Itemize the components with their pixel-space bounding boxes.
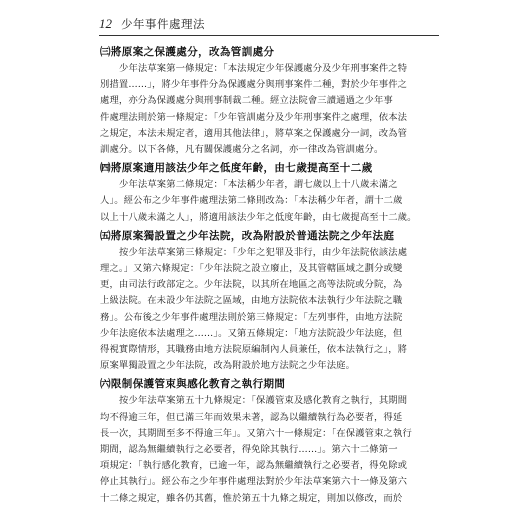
text-line: 件處理法則於第一條規定：「少年管訓處分及少年刑事案件之處理，依本法 xyxy=(100,111,408,123)
text-line: 人」。經公布之少年事件處理法第二條則改為：「本法稱少年者，謂十二歲 xyxy=(100,195,403,207)
text-line: 別措置……」，將少年事件分為保護處分與刑事案件二種，對於少年事件之 xyxy=(100,79,408,91)
text-line: 均不得逾三年，但已滿三年而效果未著，認為以繼續執行為必要者，得延 xyxy=(100,411,403,423)
text-line: 原案單獨設置之少年法院，改為附設於地方法院之少年法庭。 xyxy=(100,360,356,372)
text-line: 少年法草案第一條規定：「本法規定少年保護處分及少年刑事案件之特 xyxy=(119,63,408,74)
text-line: 按少年法草案第三條規定：「少年之犯罪及非行，由少年法院依該法處 xyxy=(119,246,408,258)
section xyxy=(100,44,430,158)
section xyxy=(100,376,430,506)
text-line: 務」。公布後之少年事件處理法則於第三條規定：「左列事件，由地方法院 xyxy=(100,311,403,323)
text-line: 處理，亦分為保護處分與刑事制裁二種。經立法院會三讀通過之少年事 xyxy=(100,95,393,107)
text-line: 之規定，本法未規定者，適用其他法律」，將草案之保護處分一詞，改為管 xyxy=(100,127,408,139)
text-line: 少年法庭依本法處理之……」。又第五條規定：「地方法院設少年法庭，但 xyxy=(100,327,403,339)
section-heading: ㈣將原案適用該法少年之低度年齡，由七歲提高至十二歲 xyxy=(100,162,373,175)
text-line: 以上十八歲未滿之人」，將適用該法少年之低度年齡，由七歲提高至十二歲。 xyxy=(100,211,417,223)
section-heading: ㈢將原案之保護處分，改為管訓處分 xyxy=(100,46,275,58)
running-title: 少年事件處理法 xyxy=(121,17,205,31)
text-line: 長一次，其期間至多不得逾三年」。又第六十一條規定：「在保護管束之執行 xyxy=(100,427,412,439)
text-line: 上級法院。在未設少年法院之區域，由地方法院依本法執行少年法院之職 xyxy=(100,295,403,307)
running-header xyxy=(99,16,439,32)
text-line: 更，由司法行政部定之。少年法院，以其所在地區之高等法院或分院，為 xyxy=(100,279,403,291)
text-line: 少年法草案第二條規定：「本法稱少年者，謂七歲以上十八歲未滿之 xyxy=(119,179,398,191)
text-line: 理之。」又第六條規定：「少年法院之設立廢止，及其管轄區域之劃分或變 xyxy=(100,263,403,275)
section xyxy=(100,160,430,226)
text-line: 訓處分。以下各條，凡有關保護處分之名詞，亦一律改為管訓處分。 xyxy=(100,144,384,156)
page-number: 12 xyxy=(99,16,112,31)
text-line: 十二條之規定，雖各仍其舊，惟於第五十九條之規定，則加以修改，而於 xyxy=(100,492,403,504)
text-line: 得視實際情形，其職務由地方法院原編制內人員兼任，依本法執行之」，將 xyxy=(100,344,408,356)
header-rule xyxy=(99,35,439,36)
text-line: 按少年法草案第五十九條規定：「保護管束及感化教育之執行，其期間 xyxy=(119,395,408,407)
text-line: 項規定：「執行感化教育，已逾一年，認為無繼續執行之必要者，得免除或 xyxy=(100,460,408,472)
body-text xyxy=(100,42,430,507)
section-heading: ㈥限制保護管束與感化教育之執行期間 xyxy=(100,378,286,391)
text-line: 停止其執行」。經公布之少年事件處理法對於少年法草案第六十一條及第六 xyxy=(100,476,408,488)
section-heading: ㈤將原案獨設置之少年法院，改為附設於普通法院之少年法庭 xyxy=(100,229,395,242)
text-line: 期間，認為無繼續執行之必要者，得免除其執行……」。第六十二條第一 xyxy=(100,444,398,456)
section xyxy=(100,228,430,375)
